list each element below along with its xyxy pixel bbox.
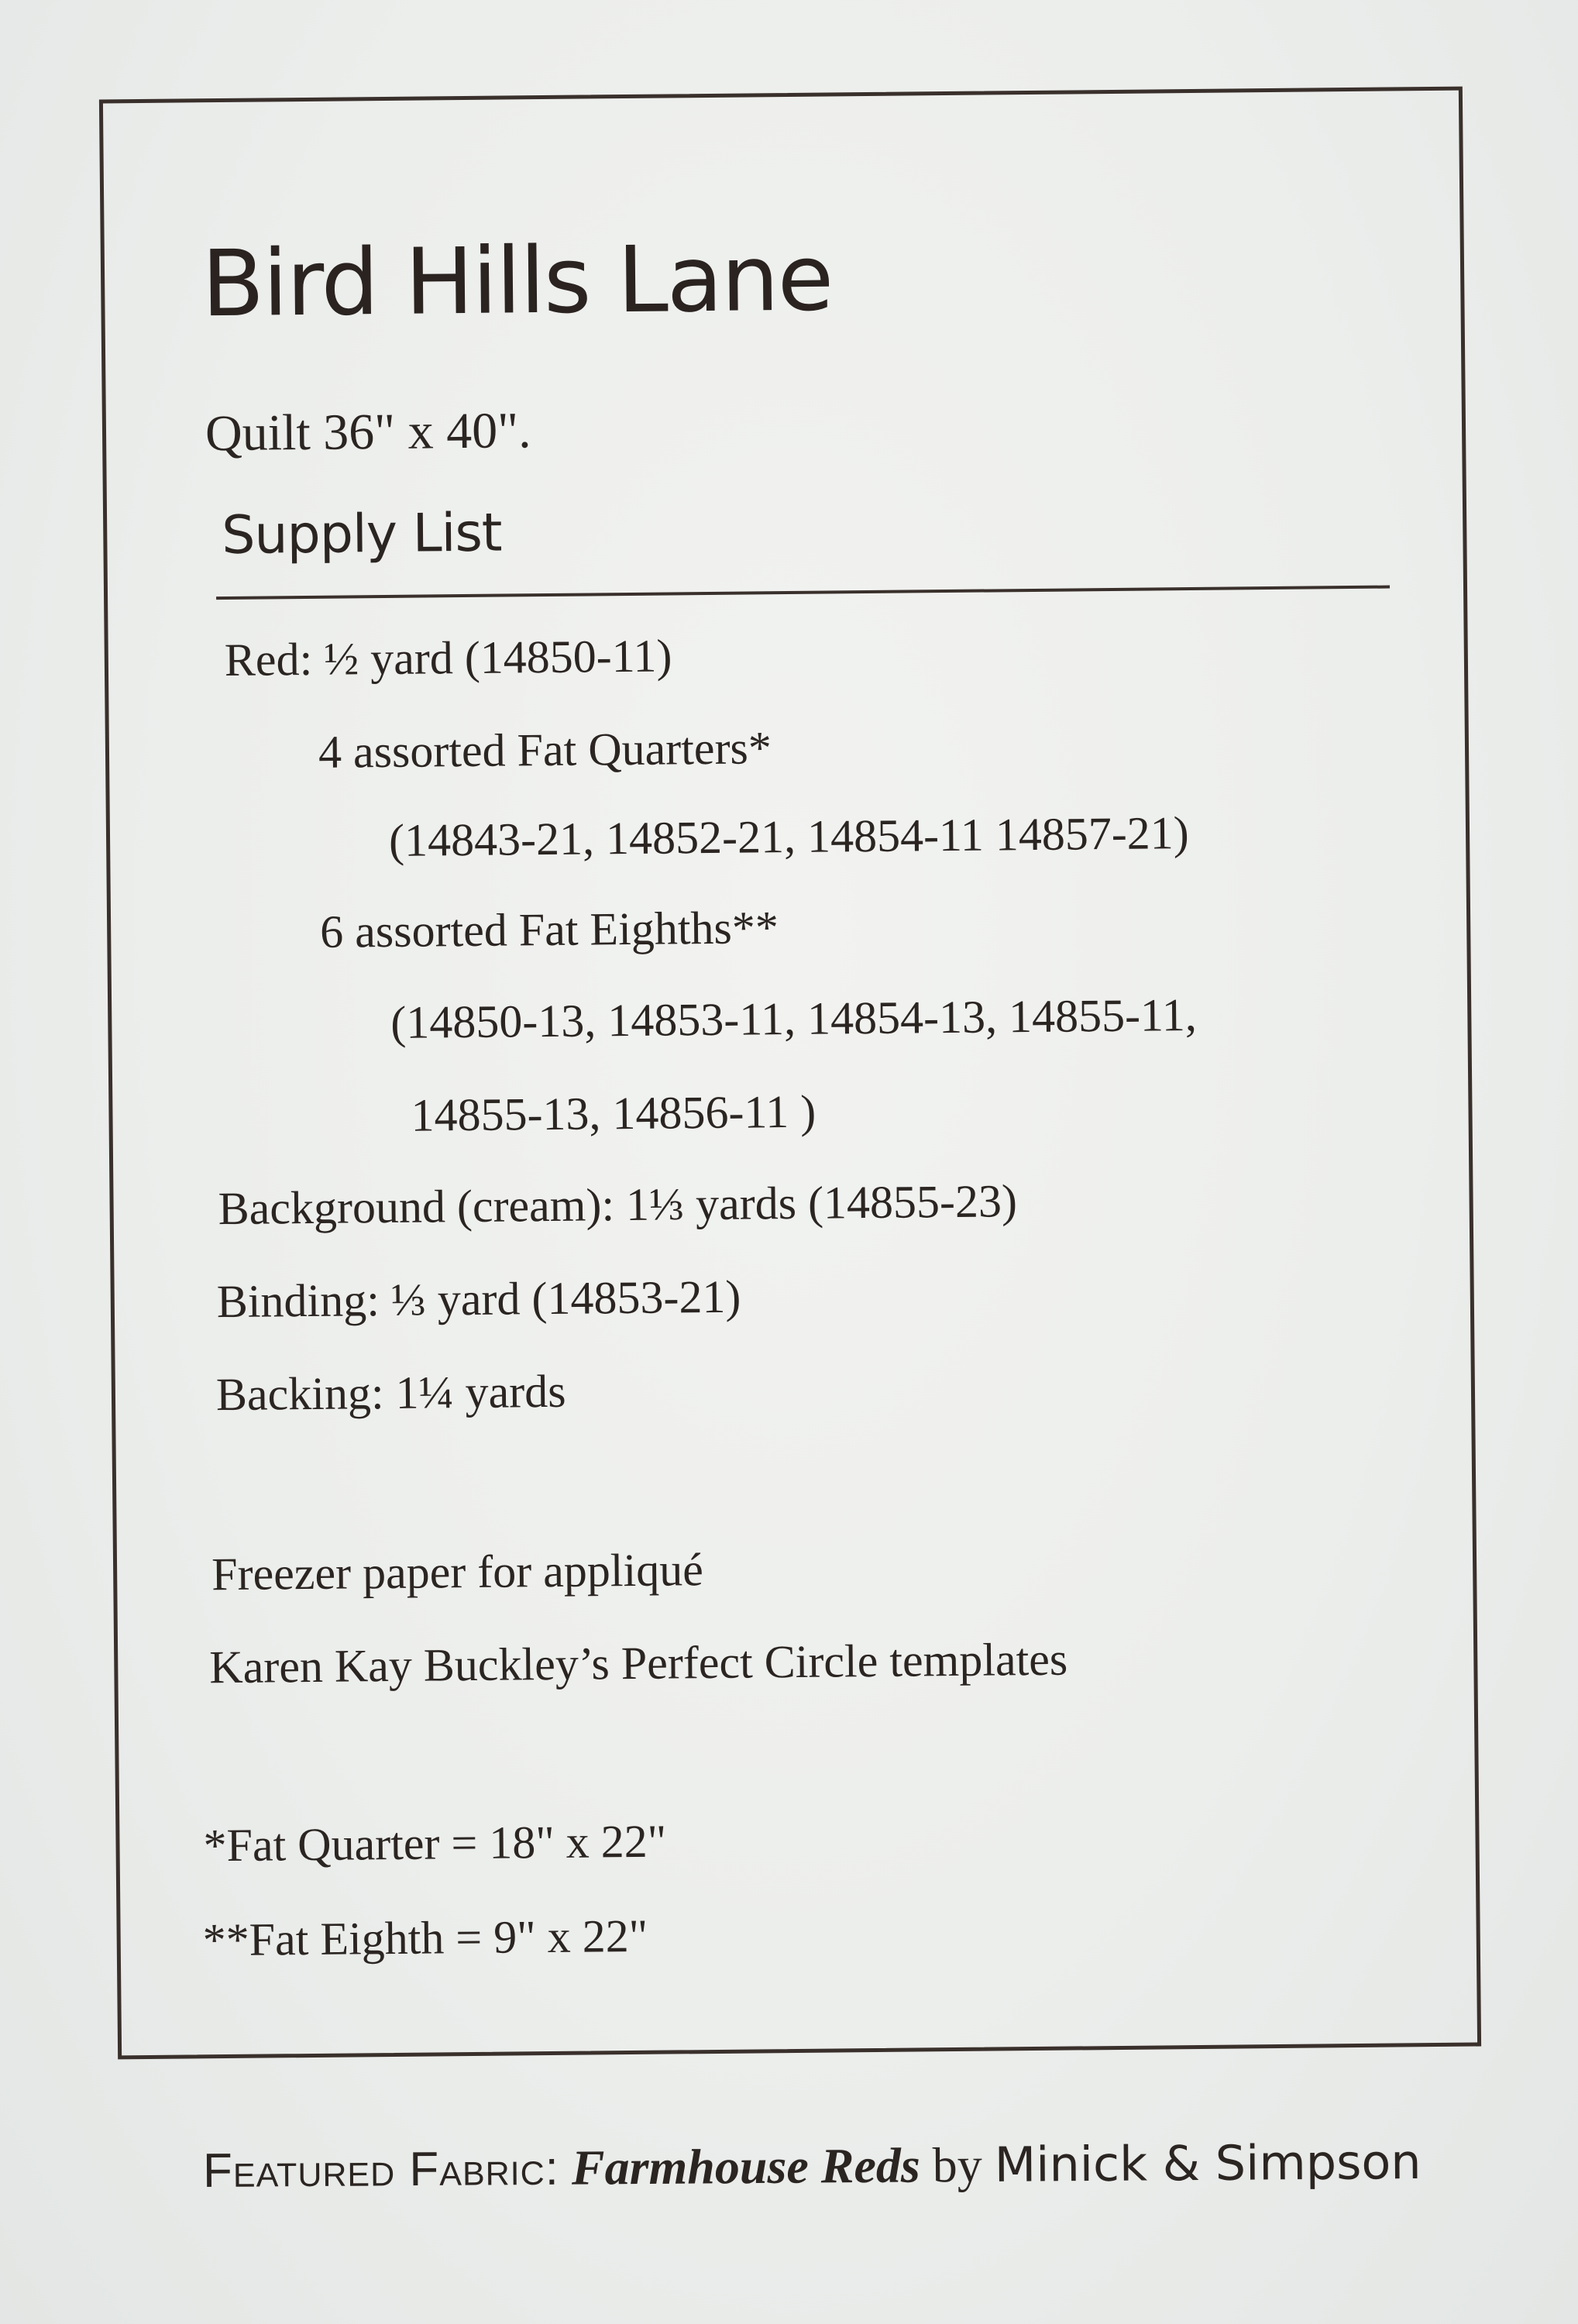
supply-fat-eighths-label: 6 assorted Fat Eighths** [319, 902, 779, 957]
section-heading: Supply List [221, 502, 502, 567]
footnote-fat-eighth: **Fat Eighth = 9" x 22" [202, 1910, 648, 1966]
pattern-title: Bird Hills Lane [201, 224, 833, 338]
supply-red-main: Red: ½ yard (14850-11) [224, 630, 672, 686]
supply-fat-eighths-codes-2: 14855-13, 14856-11 ) [411, 1085, 817, 1141]
featured-fabric-credit [203, 2133, 1422, 2199]
supply-backing: Backing: 1¼ yards [215, 1365, 566, 1421]
featured-fabric-by: by [932, 2137, 982, 2193]
notion-templates: Karen Kay Buckley’s Perfect Circle templates [209, 1633, 1068, 1693]
footnote-fat-quarter: *Fat Quarter = 18" x 22" [203, 1815, 667, 1872]
featured-fabric-designer: Minick & Simpson [994, 2133, 1422, 2193]
section-divider [216, 586, 1390, 600]
supply-binding: Binding: ⅓ yard (14853-21) [216, 1270, 741, 1328]
featured-fabric-label: Featured Fabric: [202, 2141, 560, 2198]
supply-fat-quarters-label: 4 assorted Fat Quarters* [318, 722, 772, 778]
supply-fat-quarters-codes: (14843-21, 14852-21, 14854-11 14857-21) [388, 807, 1190, 866]
supply-list-frame [99, 87, 1481, 2060]
notion-freezer-paper: Freezer paper for appliqué [211, 1544, 704, 1600]
supply-fat-eighths-codes-1: (14850-13, 14853-11, 14854-13, 14855-11, [390, 988, 1198, 1048]
supply-background: Background (cream): 1⅓ yards (14855-23) [218, 1175, 1018, 1235]
quilt-size: Quilt 36" x 40". [205, 402, 531, 462]
featured-fabric-name: Farmhouse Reds [571, 2137, 920, 2195]
